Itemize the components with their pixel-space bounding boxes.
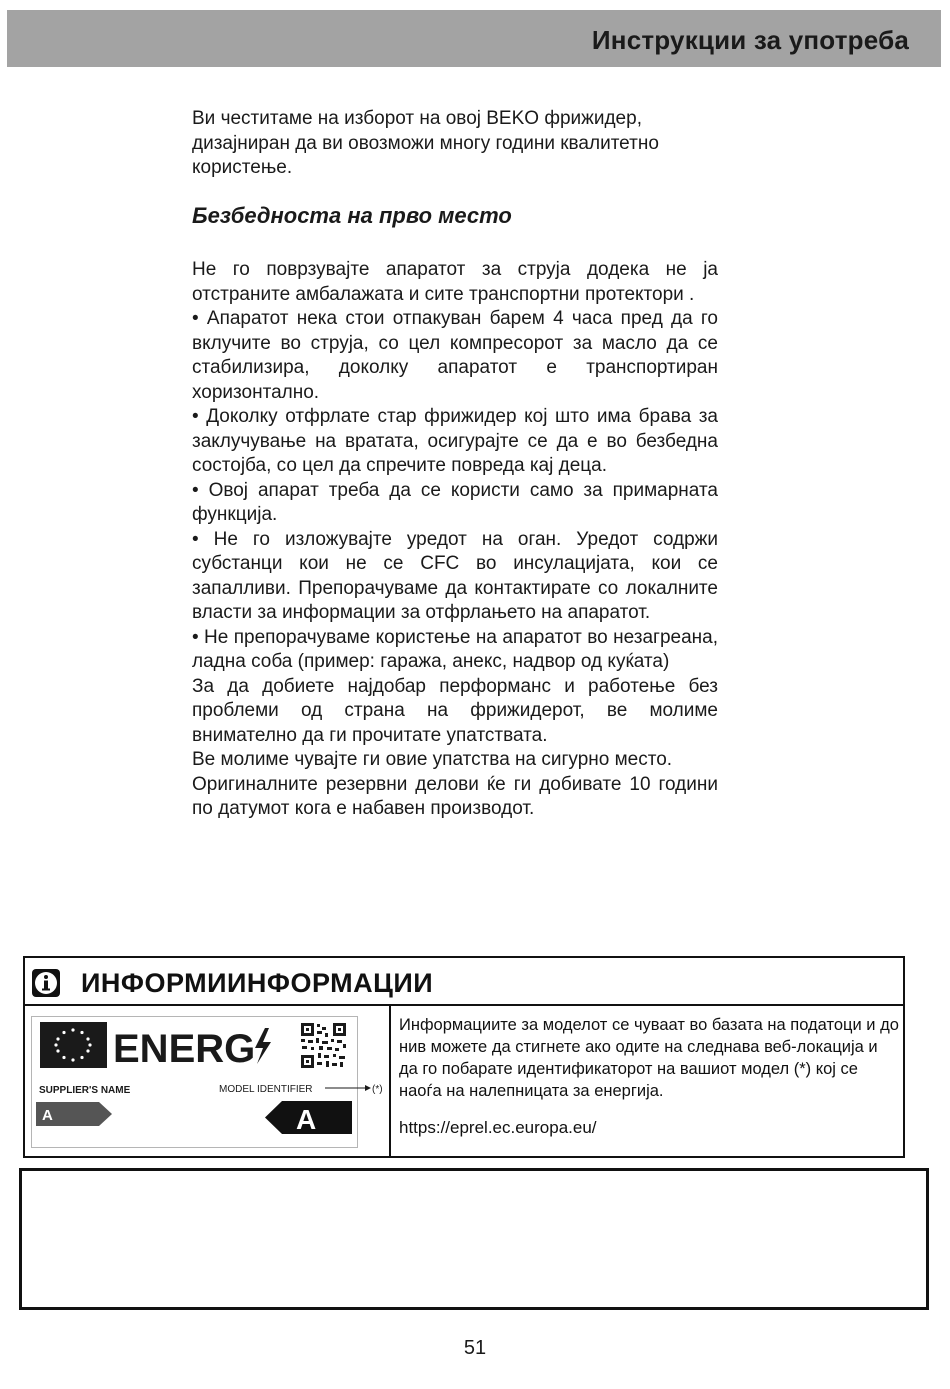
- page-header-title: Инструкции за употреба: [591, 25, 909, 55]
- qr-code-icon: [301, 1023, 346, 1068]
- section-title: Безбедноста на прво место: [192, 203, 512, 228]
- empty-frame: [19, 1168, 929, 1310]
- model-marker-text: (*): [372, 1084, 383, 1095]
- safety-paragraph: Не го поврзувајте апаратот за струја додека не ја отстраните амбалажата и сите транспортни протектори .: [192, 259, 718, 305]
- safety-paragraph: • Овој апарат треба да се користи само за примарната функција.: [192, 479, 718, 525]
- product-info-box: [23, 956, 905, 1158]
- energy-label-graphic: [31, 1016, 381, 1150]
- info-box-text: Информациите за моделот се чуваат во базата на податоци и до нив можете да стигнете ако одите на следнава веб-локација и да го побарате идентификаторот на вашиот модел (*) кој се наоѓа на налепницата за енергија.: [399, 1016, 899, 1100]
- safety-paragraph: • Не го изложувајте уредот на оган. Уредот содржи субстанци кои не се CFC во инсулацијата, кои се запалливи. Препорачуваме да контактирате со локалните власти за информации за отфрлањето на апаратот.: [192, 528, 718, 623]
- energy-class-big-text: A: [296, 1104, 317, 1135]
- supplier-name-text: SUPPLIER'S NAME: [39, 1085, 131, 1096]
- info-box-divider: [389, 1006, 391, 1156]
- energy-logo-text: ENERG: [113, 1027, 256, 1071]
- safety-paragraph: • Апаратот нека стои отпакуван барем 4 часа пред да го вклучите во струја, со цел компресорот за масло да се стабилизира, доколку апаратот е транспортиран хоризонтално.: [192, 308, 718, 403]
- safety-paragraph: Ве молиме чувајте ги овие упатства на сигурно место.: [192, 749, 673, 770]
- safety-paragraph: • Не препорачуваме користење на апаратот во незагреана, ладна соба (пример: гаража, анекс, надвор од куќата): [192, 626, 718, 672]
- page-number: 51: [463, 1337, 487, 1359]
- info-icon: [31, 968, 61, 998]
- info-box-title: ИНФОРМИИНФОРМАЦИИ: [81, 968, 434, 998]
- info-box-header: [25, 958, 903, 1006]
- energy-label: [31, 1016, 381, 1150]
- energy-class-small-text: A: [42, 1107, 53, 1124]
- intro-paragraph: Ви честитаме на изборот на овој BEKO фрижидер, дизајниран да ви овозможи многу години квалитетно користење.: [192, 108, 659, 178]
- safety-text: [192, 258, 718, 822]
- safety-paragraph: • Доколку отфрлате стар фрижидер кој што има брава за заклучување на вратата, осигурајте се да е во безбедна состојба, со цел да спречите повреда кај деца.: [192, 406, 718, 476]
- model-identifier-text: MODEL IDENTIFIER: [219, 1084, 313, 1095]
- safety-paragraph: За да добиете најдобар перформанс и работење без проблеми од страна на фрижидерот, ве молиме внимателно да ги прочитате упатствата.: [192, 675, 718, 746]
- eprel-link[interactable]: https://eprel.ec.europa.eu/: [399, 1118, 597, 1137]
- header-bar: [7, 10, 941, 67]
- safety-paragraph: Оригиналните резервни делови ќе ги добивате 10 години по датумот кога е набавен производот.: [192, 773, 718, 819]
